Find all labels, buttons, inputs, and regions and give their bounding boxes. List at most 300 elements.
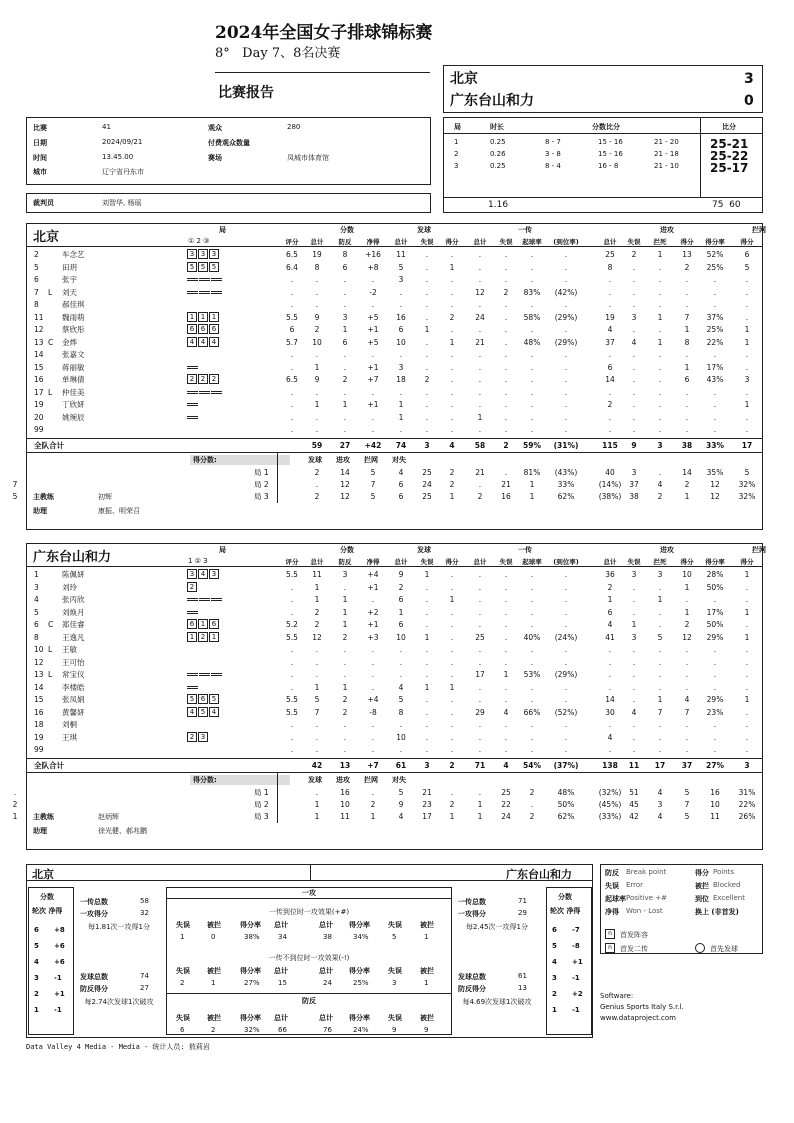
start-zone: 2 <box>187 374 197 384</box>
stat-label: 一攻得分 <box>80 910 108 918</box>
metric-value: 25% <box>353 979 369 987</box>
stat: 6 <box>289 325 295 334</box>
stat: . <box>399 287 403 297</box>
rotation-net: -1 <box>54 1006 62 1014</box>
stat: . <box>315 412 319 422</box>
stat: . <box>530 425 534 434</box>
stat: . <box>504 312 508 322</box>
match-number: 41 <box>102 123 111 131</box>
stat: . <box>371 412 375 422</box>
player-row <box>0 412 794 423</box>
set-cell: 8 - 7 <box>545 138 561 146</box>
set-stat: (43%) <box>554 467 578 477</box>
stat: . <box>564 375 568 384</box>
total-duration: 1.16 <box>488 200 509 210</box>
stat-value: 29 <box>518 909 527 917</box>
stat: 5.5 <box>286 707 298 717</box>
stat: . <box>399 657 403 667</box>
stat: 1 <box>314 595 320 604</box>
set-stat: 7 <box>12 479 18 489</box>
set-stat: 23 <box>422 799 432 809</box>
stat: . <box>478 350 482 359</box>
col-header: 得分 <box>680 238 694 246</box>
stat: (24%) <box>554 632 578 642</box>
col-header: 起球率 <box>522 238 542 246</box>
start-zone: 5 <box>187 694 197 704</box>
set-stat: 5 <box>370 491 376 501</box>
jersey-number: 13 <box>34 337 44 347</box>
stat: 4 <box>607 620 613 629</box>
metric-header: 失误 <box>388 921 402 929</box>
stat: . <box>504 375 508 384</box>
total-stat: 17 <box>654 760 666 770</box>
away-team-name: 广东台山和力 <box>450 93 534 109</box>
stat: 23% <box>706 707 724 717</box>
set-stat: 4 <box>657 811 663 821</box>
stat: 22% <box>706 337 724 347</box>
col-header: 评分 <box>285 238 299 246</box>
stat: . <box>478 387 482 397</box>
stat: . <box>608 287 612 297</box>
stat: . <box>478 582 482 592</box>
stat: . <box>399 745 403 754</box>
legend-key: 起球率 <box>605 895 626 903</box>
stat: . <box>371 350 375 359</box>
set-stat: 14 <box>682 467 692 477</box>
stat: 4 <box>607 325 613 334</box>
stat: +1 <box>367 362 379 372</box>
player-name: 张凤娟 <box>62 695 85 704</box>
stat: . <box>658 262 662 272</box>
stat: . <box>632 350 636 359</box>
set-cell: 21 - 10 <box>654 162 679 170</box>
stat: 30 <box>605 707 615 717</box>
legend-key: 防反 <box>605 869 619 877</box>
stat: . <box>399 350 403 359</box>
stat: . <box>632 657 636 667</box>
stat-value: 74 <box>140 972 149 980</box>
home-sets-won: 3 <box>744 71 754 87</box>
stat: . <box>343 287 347 297</box>
stat: . <box>504 262 508 272</box>
jersey-number: 16 <box>34 375 44 384</box>
stat: . <box>530 325 534 334</box>
stat: . <box>450 275 454 284</box>
stat: . <box>564 695 568 704</box>
stat: . <box>478 607 482 617</box>
col-header: 得分 <box>445 558 459 566</box>
metric-value: 32% <box>244 1026 260 1034</box>
stat: 1 <box>744 607 750 617</box>
stat: . <box>371 745 375 754</box>
metric-value: 6 <box>180 1026 185 1034</box>
stat: . <box>371 595 375 604</box>
player-row <box>0 274 794 285</box>
legend-key: 换上 (非首发) <box>695 908 739 916</box>
bench-marker <box>187 611 198 614</box>
stat: . <box>685 425 689 434</box>
stat: 12 <box>682 632 692 642</box>
stat: . <box>450 425 454 434</box>
stat: +5 <box>367 312 379 322</box>
stat: . <box>478 595 482 604</box>
stat: . <box>478 400 482 409</box>
stat: . <box>530 412 534 422</box>
metric-header: 总计 <box>274 967 288 975</box>
metric-value: 2 <box>211 1026 216 1034</box>
stat: 1 <box>398 400 404 409</box>
set-stat: 22% <box>738 799 756 809</box>
assistant-label: 助理 <box>33 826 47 835</box>
referee-label: 裁判员 <box>33 199 54 207</box>
stat: . <box>564 250 568 259</box>
set-row <box>0 787 794 798</box>
rotation <box>187 682 199 693</box>
rotation <box>187 287 223 298</box>
player-row <box>0 349 794 360</box>
stat: . <box>504 582 508 592</box>
stat: 4 <box>684 695 690 704</box>
col-header: 净得 <box>366 558 380 566</box>
stat: . <box>290 682 294 692</box>
set-stat: 2 <box>370 799 376 809</box>
metric-value: 76 <box>323 1026 332 1034</box>
metric-value: 1 <box>424 933 429 941</box>
stat: . <box>425 362 429 372</box>
stat: . <box>608 275 612 284</box>
stat: . <box>530 595 534 604</box>
stat: . <box>478 695 482 704</box>
start-zone: 5 <box>187 262 197 272</box>
stat: 3 <box>631 570 637 579</box>
stat: . <box>713 670 717 679</box>
stat: 6 <box>684 375 690 384</box>
stat: . <box>450 287 454 297</box>
stat: . <box>685 670 689 679</box>
total-stat: 4 <box>449 440 455 450</box>
jersey-number: 19 <box>34 732 44 742</box>
date-label: 日期 <box>33 139 47 147</box>
stat: . <box>504 362 508 372</box>
total-stat: 27% <box>706 760 724 770</box>
sideout-sub: 一传到位时一攻效果(+#) <box>268 908 350 916</box>
set-cell: 3 <box>454 162 459 170</box>
stat-label: 防反得分 <box>458 985 486 993</box>
jersey-number: 11 <box>34 312 44 322</box>
stat: . <box>478 275 482 284</box>
stat: . <box>745 275 749 284</box>
player-name: 郝佳琪 <box>62 300 85 309</box>
legend-desc: 首先发球 <box>710 945 738 953</box>
stat: . <box>530 400 534 409</box>
stat: . <box>658 350 662 359</box>
stat: . <box>450 570 454 579</box>
rotation: 6 <box>552 926 557 934</box>
set-score: 25-21 <box>710 137 749 151</box>
stat: 1 <box>684 362 690 372</box>
set-stat: 4 <box>657 479 663 489</box>
stat: 5.5 <box>286 632 298 642</box>
stat: 2 <box>503 287 509 297</box>
rotation <box>187 669 223 680</box>
rotation-header: 轮次 净得 <box>32 907 63 915</box>
stat: (42%) <box>554 287 578 297</box>
stat: 53% <box>523 670 541 679</box>
stat-note: 每4.69次发球1次破攻 <box>462 998 532 1006</box>
stat: . <box>425 707 429 717</box>
set-col-header: 拦网 <box>364 455 378 464</box>
stat: . <box>450 732 454 742</box>
stat: . <box>745 732 749 742</box>
match-info <box>26 117 431 185</box>
bench-marker <box>187 278 198 281</box>
stat: 48% <box>523 337 541 347</box>
stat: . <box>290 645 294 654</box>
stat: . <box>632 287 636 297</box>
setter-icon: n <box>605 943 615 953</box>
col-header: 得分率 <box>705 558 725 566</box>
stat: 37 <box>605 337 615 347</box>
set-col-header: 拦网 <box>364 775 378 784</box>
player-row <box>0 582 794 593</box>
total-stat: (37%) <box>553 760 579 770</box>
stat: . <box>745 657 749 667</box>
stat: . <box>371 425 375 434</box>
rotation <box>187 274 223 285</box>
team-total-row <box>0 760 794 771</box>
stat: . <box>450 695 454 704</box>
home-team-name: 北京 <box>450 71 478 87</box>
col-header: 总计 <box>394 558 408 566</box>
rotation <box>187 362 199 373</box>
stat: 2 <box>449 312 455 322</box>
stat: . <box>450 412 454 422</box>
stat: . <box>450 387 454 397</box>
stat: . <box>450 400 454 409</box>
set-stat: 38 <box>629 491 639 501</box>
stat: 29% <box>706 695 724 704</box>
metric-header: 总计 <box>274 1014 288 1022</box>
stat: . <box>478 657 482 667</box>
stat: . <box>745 720 749 729</box>
jersey-number: 14 <box>34 682 44 692</box>
stat: 2 <box>607 582 613 592</box>
stat: 1 <box>342 607 348 617</box>
stat: . <box>632 262 636 272</box>
software-url: www.dataproject.com <box>600 1014 676 1022</box>
player-row <box>0 337 794 348</box>
metric-value: 15 <box>278 979 287 987</box>
stat: . <box>658 645 662 654</box>
stat: . <box>371 670 375 679</box>
stat-value: 27 <box>140 984 149 992</box>
rotation: 5 <box>34 942 39 950</box>
player-name: 丁欣妍 <box>62 400 85 409</box>
metric-header: 失误 <box>176 967 190 975</box>
bench-marker <box>211 291 222 294</box>
stat: . <box>632 682 636 692</box>
stat: . <box>504 657 508 667</box>
stat: . <box>745 425 749 434</box>
metric-header: 被拦 <box>420 921 434 929</box>
stat: . <box>564 720 568 729</box>
col-header: 失误 <box>420 238 434 246</box>
stat: 4 <box>398 682 404 692</box>
stat: 1 <box>398 412 404 422</box>
total-stat: 13 <box>339 760 351 770</box>
stat: . <box>658 387 662 397</box>
rotation: 5 <box>552 942 557 950</box>
stat: 10 <box>396 632 406 642</box>
stat: . <box>564 682 568 692</box>
rotation <box>187 374 220 385</box>
set-stat: 6 <box>398 491 404 501</box>
stat: . <box>685 657 689 667</box>
legend-desc: 首发阵容 <box>620 931 648 939</box>
stat: 8 <box>314 262 320 272</box>
set-stat: 26% <box>738 811 756 821</box>
stat: . <box>530 682 534 692</box>
total-stat: (31%) <box>553 440 579 450</box>
bottom-home-name: 北京 <box>32 868 54 881</box>
stat: 8 <box>398 707 404 717</box>
stat: . <box>530 250 534 259</box>
legend-desc: Excellent <box>713 894 745 902</box>
software-label: Software: <box>600 992 634 1000</box>
set-name: 局 3 <box>254 811 269 821</box>
stat: 2 <box>314 620 320 629</box>
stat: . <box>530 720 534 729</box>
set-stat: . <box>478 787 482 797</box>
stat: . <box>450 582 454 592</box>
stat: . <box>530 300 534 309</box>
jersey-number: 4 <box>34 595 39 604</box>
legend-desc: Points <box>713 868 735 876</box>
stat: . <box>658 607 662 617</box>
player-row <box>0 312 794 323</box>
stat: 12 <box>475 287 485 297</box>
stat: . <box>425 400 429 409</box>
stat: 3 <box>657 570 663 579</box>
stat: . <box>343 412 347 422</box>
stat: . <box>745 582 749 592</box>
team-total-row <box>0 440 794 451</box>
stat: 14 <box>605 695 615 704</box>
set-name: 局 3 <box>254 491 269 501</box>
stat: . <box>632 412 636 422</box>
stat: . <box>658 275 662 284</box>
stat: 4 <box>503 707 509 717</box>
set-cell: 0.25 <box>490 138 506 146</box>
stat: 25% <box>706 262 724 272</box>
set-stat: 24 <box>422 479 432 489</box>
col-header: 失误 <box>499 558 513 566</box>
stat: 1 <box>657 312 663 322</box>
metric-value: 1 <box>424 979 429 987</box>
player-name: 刘桐 <box>62 720 77 729</box>
start-zone: 4 <box>187 707 197 717</box>
time-label: 时间 <box>33 154 47 162</box>
player-name: 黄馨妍 <box>62 707 85 717</box>
jersey-number: 15 <box>34 695 44 704</box>
col-header: (到位率) <box>553 558 579 566</box>
rotation-net: +6 <box>54 942 65 950</box>
stat: 6 <box>398 620 404 629</box>
set-stat: (38%) <box>598 491 622 501</box>
col-header: 得分率 <box>705 238 725 246</box>
stat: 5.7 <box>286 337 298 347</box>
player-row <box>0 607 794 618</box>
stat: 1 <box>684 582 690 592</box>
set-stat: 12 <box>710 491 720 501</box>
sets-label: 得分数: <box>190 775 290 785</box>
rule <box>277 453 278 503</box>
rotation-net: -1 <box>572 1006 580 1014</box>
stat: 2 <box>342 375 348 384</box>
set-stat: . <box>315 787 319 797</box>
stat: . <box>564 275 568 284</box>
rotation-title: 分数 <box>558 893 572 901</box>
set-stat: 1 <box>314 799 320 809</box>
stat: . <box>608 720 612 729</box>
rotation-title: 分数 <box>40 893 54 901</box>
player-row <box>0 362 794 373</box>
stat: . <box>425 595 429 604</box>
rotation-net: +1 <box>54 990 65 998</box>
metric-header: 得分率 <box>349 921 370 929</box>
stat: . <box>478 645 482 654</box>
set-cell: 3 - 8 <box>545 150 561 158</box>
stat: . <box>290 287 294 297</box>
stat: 6 <box>342 337 348 347</box>
start-zone-icon: n <box>605 929 615 939</box>
stat: 1 <box>744 400 750 409</box>
stat: . <box>658 300 662 309</box>
stat: . <box>685 287 689 297</box>
stat: . <box>632 425 636 434</box>
stat: . <box>564 645 568 654</box>
set-stat: 45 <box>629 799 639 809</box>
player-name: 蒋丽敏 <box>62 362 85 372</box>
start-zone: 6 <box>187 619 197 629</box>
stat: +2 <box>367 607 379 617</box>
stat: . <box>530 262 534 272</box>
stat: 4 <box>631 707 637 717</box>
set-cell: 0.25 <box>490 162 506 170</box>
start-zone: 6 <box>198 694 208 704</box>
away-sets-won: 0 <box>744 93 754 109</box>
bench-marker <box>187 673 198 676</box>
rotation: 4 <box>34 958 39 966</box>
stat: 7 <box>314 707 320 717</box>
set-stat: 2 <box>12 799 18 809</box>
match-date: 2024/09/21 <box>102 138 143 146</box>
referee-box <box>26 193 431 213</box>
stat: . <box>632 375 636 384</box>
player-row <box>0 399 794 410</box>
bench-marker <box>199 278 210 281</box>
stat: . <box>450 607 454 617</box>
stat: 8 <box>342 250 348 259</box>
stat: 1 <box>657 250 663 259</box>
metric-value: 1 <box>211 979 216 987</box>
bench-marker <box>187 416 198 419</box>
set-stat: 2 <box>657 491 663 501</box>
stat: . <box>632 275 636 284</box>
stat: . <box>478 262 482 272</box>
stat: . <box>658 670 662 679</box>
stat: . <box>315 425 319 434</box>
